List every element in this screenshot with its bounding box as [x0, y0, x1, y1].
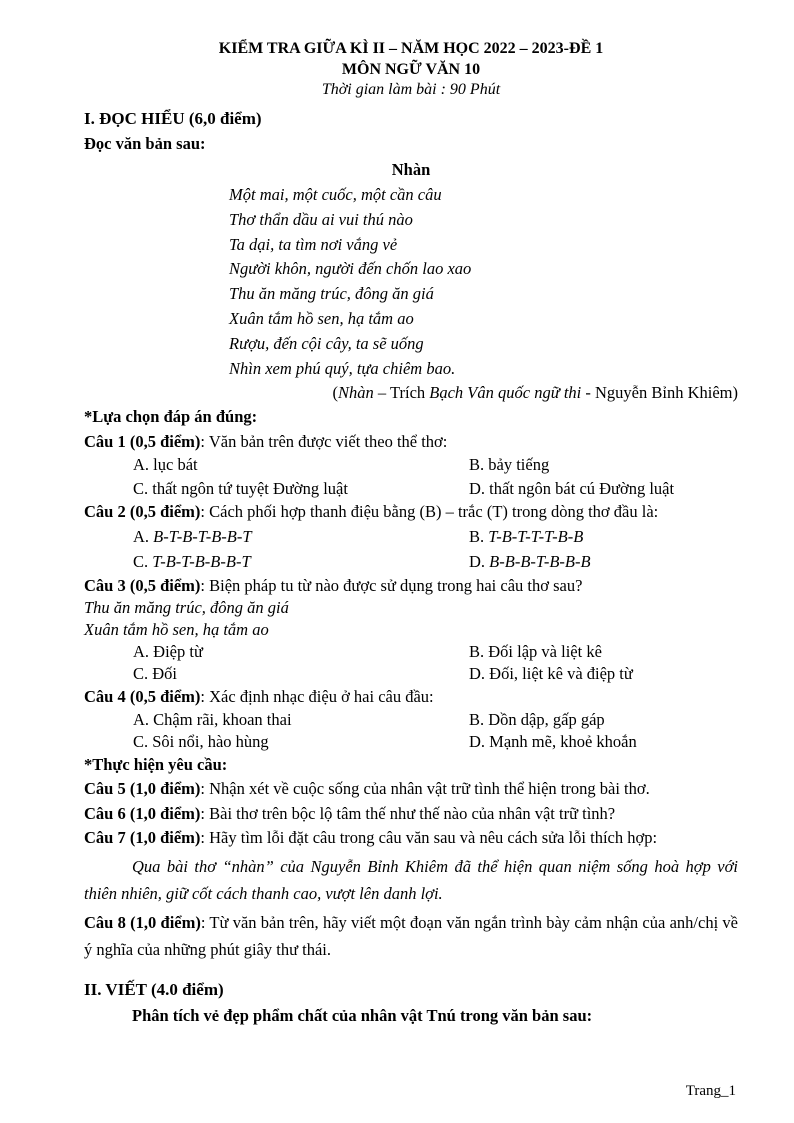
page-number: Trang_1 — [685, 1083, 736, 1099]
question-label: Câu 2 (0,5 điểm) — [84, 502, 201, 522]
time-allowed: Thời gian làm bài : 90 Phút — [321, 81, 501, 98]
question-text: : Xác định nhạc điệu ở hai câu đầu: — [200, 687, 434, 707]
poem-body — [229, 183, 738, 381]
question-label: Câu 5 (1,0 điểm) — [84, 779, 201, 799]
option-value: T-B-T-B-B-B-T — [152, 551, 251, 571]
option-value: B-T-B-T-B-B-T — [153, 526, 252, 546]
quoted-line: Thu ăn măng trúc, đông ăn giá — [84, 598, 289, 618]
option-c: C. Đối — [133, 664, 178, 684]
question-1-options — [84, 453, 738, 500]
option-d: D. Đối, liệt kê và điệp từ — [469, 664, 633, 684]
option-a: A. Chậm rãi, khoan thai — [133, 709, 292, 729]
option-b — [469, 524, 787, 549]
option-letter: A. — [133, 526, 154, 546]
poem-line: Thơ thẩn dầu ai vui thú nào — [229, 209, 413, 229]
subject-title: MÔN NGỮ VĂN 10 — [341, 61, 481, 78]
quoted-line: Xuân tắm hồ sen, hạ tắm ao — [84, 620, 269, 640]
mc-heading: *Lựa chọn đáp án đúng: — [84, 407, 258, 427]
source-collection: Bạch Vân quốc ngữ thi — [429, 383, 582, 403]
question-label: Câu 3 (0,5 điểm) — [84, 575, 201, 595]
reading-instruction: Đọc văn bản sau: — [84, 133, 206, 153]
source-paren: ( — [332, 383, 339, 403]
option-value: B-B-B-T-B-B-B — [489, 551, 591, 571]
option-a — [133, 524, 469, 549]
question-text: : Hãy tìm lỗi đặt câu trong câu văn sau và nêu cách sửa lỗi thích hợp: — [200, 828, 658, 848]
option-b: B. Đối lập và liệt kê — [469, 642, 602, 662]
option-letter: B. — [469, 526, 489, 546]
question-4 — [84, 685, 738, 709]
option-d — [469, 549, 787, 574]
option-b: B. bảy tiếng — [469, 455, 550, 475]
poem-title: Nhàn — [391, 160, 431, 179]
question-label: Câu 1 (0,5 điểm) — [84, 431, 201, 451]
question-3-options — [84, 641, 738, 685]
option-c: C. thất ngôn tứ tuyệt Đường luật — [133, 478, 348, 498]
exam-page — [84, 38, 738, 1029]
task-heading: *Thực hiện yêu cầu: — [84, 754, 228, 774]
section-1-heading: I. ĐỌC HIỂU (6,0 điểm) — [84, 109, 262, 128]
question-2 — [84, 500, 738, 524]
question-6 — [84, 802, 738, 827]
exam-title: KIỂM TRA GIỮA KÌ II – NĂM HỌC 2022 – 2023-ĐỀ 1 — [218, 40, 604, 57]
option-d: D. thất ngôn bát cú Đường luật — [469, 478, 675, 498]
poem-line: Ta dại, ta tìm nơi vắng vẻ — [229, 234, 398, 254]
poem-source — [84, 381, 738, 405]
writing-prompt: Phân tích vẻ đẹp phẩm chất của nhân vật Tnú trong văn bản sau: — [132, 1005, 593, 1025]
option-a: A. Điệp từ — [133, 642, 203, 662]
option-c: C. Sôi nổi, hào hùng — [133, 731, 269, 751]
section-2-heading: II. VIẾT (4.0 điểm) — [84, 979, 224, 999]
question-5 — [84, 777, 738, 802]
question-text: : Biện pháp tu từ nào được sử dụng trong hai câu thơ sau? — [200, 575, 583, 595]
question-label: Câu 8 (1,0 điểm) — [84, 912, 201, 932]
option-b: B. Dồn dập, gấp gáp — [469, 709, 605, 729]
option-c — [133, 549, 469, 574]
question-8 — [84, 909, 738, 963]
poem-line: Một mai, một cuốc, một cần câu — [229, 185, 442, 204]
poem-line: Người khôn, người đến chốn lao xao — [229, 259, 472, 279]
poem-line: Xuân tắm hồ sen, hạ tắm ao — [229, 308, 414, 328]
question-label: Câu 7 (1,0 điểm) — [84, 828, 201, 848]
poem-line: Thu ăn măng trúc, đông ăn giá — [229, 284, 434, 304]
question-7-sentence: Qua bài thơ “nhàn” của Nguyễn Bỉnh Khiêm đã thể hiện quan niệm sống hoà hợp với thiên nhiên, giữ cốt cách thanh cao, vượt lên danh lợi. — [84, 856, 738, 903]
question-text: : Từ văn bản trên, hãy viết một đoạn văn ngắn trình bày cảm nhận của anh/chị về ý nghĩa của những phút giây thư thái. — [84, 912, 738, 959]
question-text: : Văn bản trên được viết theo thể thơ: — [200, 431, 448, 451]
option-a: A. lục bát — [133, 455, 198, 475]
question-text: : Cách phối hợp thanh điệu bằng (B) – trắc (T) trong dòng thơ đầu là: — [200, 502, 659, 522]
option-d: D. Mạnh mẽ, khoẻ khoắn — [469, 731, 637, 751]
option-letter: D. — [469, 551, 490, 571]
source-poem: Nhàn — [338, 383, 374, 403]
source-author: - Nguyễn Bỉnh Khiêm) — [581, 383, 738, 403]
question-1 — [84, 430, 738, 454]
question-3 — [84, 574, 738, 598]
option-letter: C. — [133, 551, 153, 571]
option-value: T-B-T-T-T-B-B — [488, 526, 584, 546]
question-label: Câu 4 (0,5 điểm) — [84, 687, 201, 707]
source-mid: – Trích — [373, 383, 430, 403]
poem-line: Nhìn xem phú quý, tựa chiêm bao. — [229, 358, 456, 378]
question-text: : Nhận xét về cuộc sống của nhân vật trữ tình thể hiện trong bài thơ. — [200, 779, 650, 799]
question-4-options — [84, 709, 738, 753]
question-7 — [84, 826, 738, 851]
poem-line: Rượu, đến cội cây, ta sẽ uống — [229, 333, 424, 353]
question-text: : Bài thơ trên bộc lộ tâm thế như thế nào của nhân vật trữ tình? — [200, 803, 616, 823]
question-label: Câu 6 (1,0 điểm) — [84, 803, 201, 823]
question-2-options — [84, 524, 738, 574]
